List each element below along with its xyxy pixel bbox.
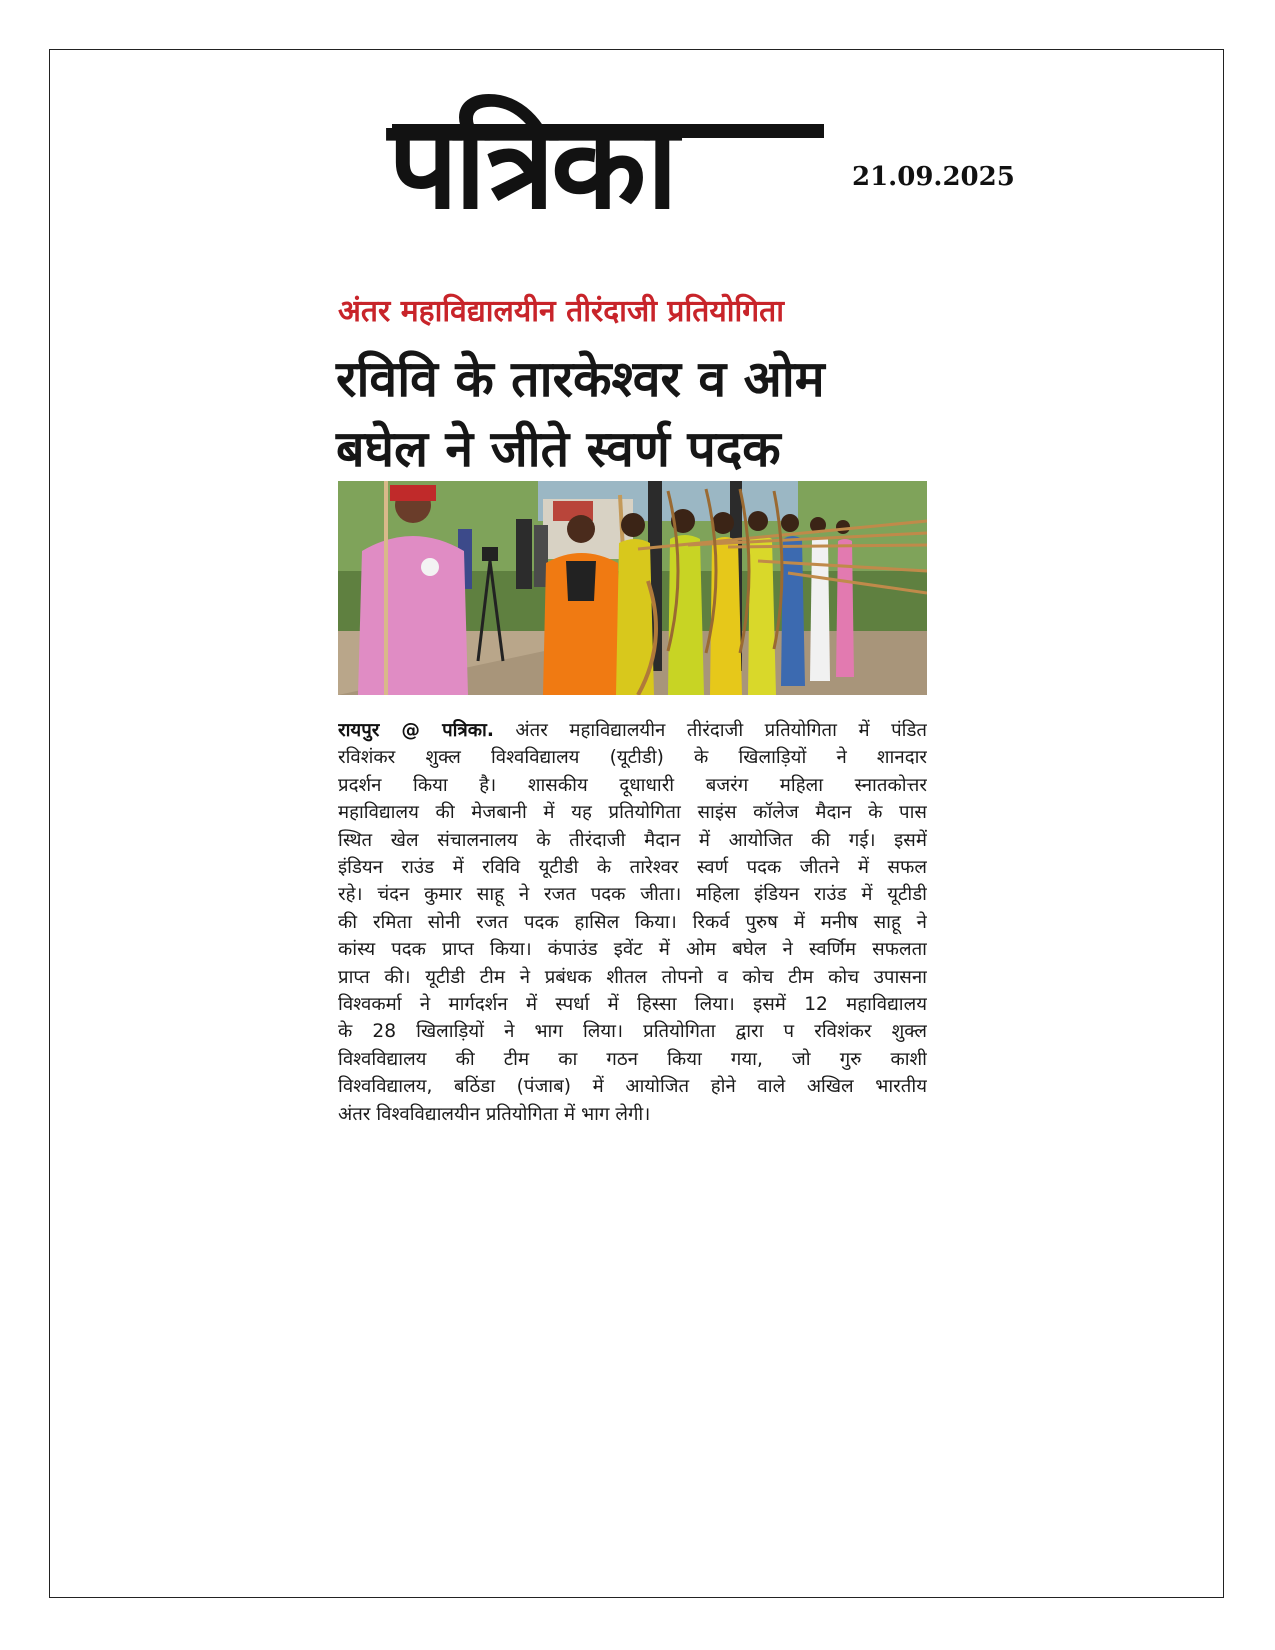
body-line-8: की रमिता सोनी रजत पदक हासिल किया। रिकर्व पुरुष में मनीष साहू ने	[338, 911, 927, 933]
body-line-14: विश्वविद्यालय, बठिंडा (पंजाब) में आयोजित होने वाले अखिल भारतीय	[338, 1076, 927, 1098]
body-line-5: स्थित खेल संचालनालय के तीरंदाजी मैदान में आयोजित की गई। इसमें	[338, 829, 927, 851]
body-line-3: प्रदर्शन किया है। शासकीय दूधाधारी बजरंग महिला स्नातकोत्तर	[338, 774, 927, 796]
body-line-9: कांस्य पदक प्राप्त किया। कंपाउंड इवेंट में ओम बघेल ने स्वर्णिम सफलता	[338, 939, 927, 961]
body-line-12: के 28 खिलाड़ियों ने भाग लिया। प्रतियोगिता द्वारा प रविशंकर शुक्ल	[338, 1021, 927, 1043]
edition-date: 21.09.2025	[852, 162, 1015, 192]
body-line-4: महाविद्यालय की मेजबानी में यह प्रतियोगिता साइंस कॉलेज मैदान के पास	[338, 802, 927, 824]
body-line-10: प्राप्त की। यूटीडी टीम ने प्रबंधक शीतल तोपनो व कोच टीम कोच उपासना	[338, 966, 927, 988]
newspaper-masthead: पत्रिका	[388, 92, 675, 237]
article-kicker: अंतर महाविद्यालयीन तीरंदाजी प्रतियोगिता	[338, 294, 785, 329]
body-line-1-text: अंतर महाविद्यालयीन तीरंदाजी प्रतियोगिता में पंडित	[515, 720, 927, 741]
archery-photo-illustration	[338, 481, 927, 695]
archery-photo	[338, 481, 927, 695]
body-line-11: विश्वकर्मा ने मार्गदर्शन में स्पर्धा में हिस्सा लिया। इसमें 12 महाविद्यालय	[338, 994, 927, 1016]
headline-line-1: रविवि के तारकेश्वर व ओम	[336, 350, 825, 408]
body-line-1	[338, 717, 927, 744]
body-line-6: इंडियन राउंड में रविवि यूटीडी के तारेश्वर स्वर्ण पदक जीतने में सफल	[338, 857, 927, 879]
body-line-15: अंतर विश्वविद्यालयीन प्रतियोगिता में भाग लेगी।	[338, 1103, 651, 1125]
dateline: रायपुर @ पत्रिका.	[338, 720, 494, 741]
article-body	[338, 717, 927, 1128]
body-line-13: विश्वविद्यालय की टीम का गठन किया गया, जो गुरु काशी	[338, 1048, 927, 1070]
body-line-2: रविशंकर शुक्ल विश्वविद्यालय (यूटीडी) के खिलाड़ियों ने शानदार	[338, 747, 927, 769]
article-headline	[336, 344, 946, 484]
headline-line-2: बघेल ने जीते स्वर्ण पदक	[336, 420, 781, 478]
body-line-7: रहे। चंदन कुमार साहू ने रजत पदक जीता। महिला इंडियन राउंड में यूटीडी	[338, 884, 927, 906]
